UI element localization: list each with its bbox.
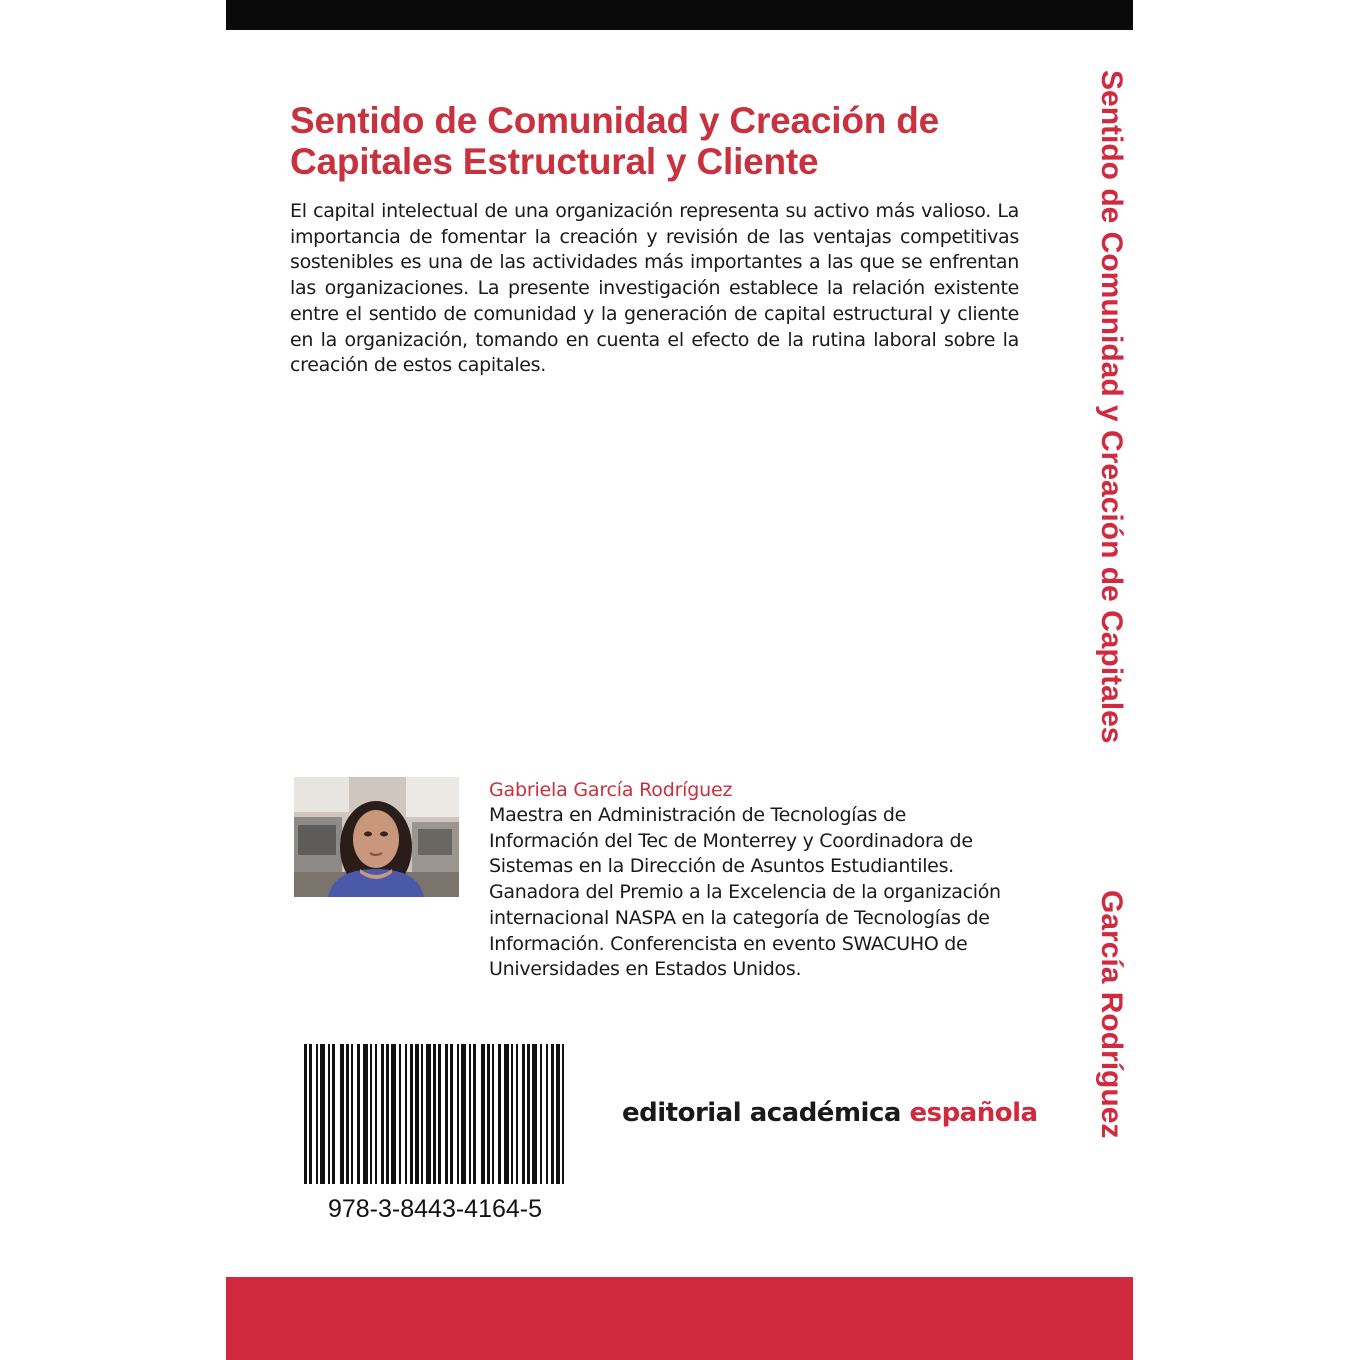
- bottom-red-band: [226, 1277, 1133, 1360]
- publisher-name-accent: española: [909, 1098, 1038, 1128]
- author-photo: [294, 777, 459, 897]
- barcode-bar: [363, 1044, 368, 1184]
- barcode-bar: [498, 1044, 501, 1184]
- book-title: Sentido de Comunidad y Creación de Capitales Estructural y Cliente: [290, 100, 940, 182]
- barcode-bar: [370, 1044, 372, 1184]
- publisher-name-main: editorial académica: [622, 1098, 910, 1128]
- barcode-bar: [461, 1044, 466, 1184]
- barcode-bar: [433, 1044, 436, 1184]
- barcode-bar: [532, 1044, 537, 1184]
- barcode-bar: [511, 1044, 513, 1184]
- barcode-bar: [421, 1044, 423, 1184]
- publisher-logo: [622, 1096, 1038, 1130]
- barcode-bar: [527, 1044, 530, 1184]
- spine-author-fragment: García Rodríguez: [1095, 890, 1128, 1139]
- author-bio: Maestra en Administración de Tecnologías de Información del Tec de Monterrey y Coordinadora de Sistemas en la Dirección de Asuntos Estudiantiles. Ganadora del Premio a la Excelencia de la organización internacional NASPA en la categoría de Tecnologías de Información. Conferencista en evento SWACUHO de Universidades en Estados Unidos.: [489, 804, 1001, 981]
- barcode-bar: [351, 1044, 353, 1184]
- barcode-bar: [562, 1044, 564, 1184]
- barcode-bar: [375, 1044, 377, 1184]
- barcode-bar: [438, 1044, 441, 1184]
- barcode-bar: [415, 1044, 419, 1184]
- book-description: El capital intelectual de una organización representa su activo más valioso. La importancia de fomentar la creación y revisión de las ventajas competitivas sostenibles es una de las actividades más importantes a las que se enfrentan las organizaciones. La presente investigación establece la relación existente entre el sentido de comunidad y la generación de capital estructural y cliente en la organización, tomando en cuenta el efecto de la rutina laboral sobre la creación de estos capitales.: [290, 200, 1019, 377]
- barcode-bar: [540, 1044, 542, 1184]
- isbn-barcode: [302, 1040, 568, 1188]
- barcode-bar: [357, 1044, 360, 1184]
- barcode-bar: [492, 1044, 494, 1184]
- barcode-bar: [346, 1044, 349, 1184]
- barcode-bar: [309, 1044, 312, 1184]
- barcode-bar: [450, 1044, 453, 1184]
- author-name: Gabriela García Rodríguez: [489, 779, 733, 801]
- barcode-bar: [391, 1044, 396, 1184]
- barcode-bar: [457, 1044, 459, 1184]
- barcode-bar: [481, 1044, 485, 1184]
- barcode-bar: [320, 1044, 325, 1184]
- barcode-bar: [304, 1044, 307, 1184]
- barcode-bar: [445, 1044, 448, 1184]
- barcode-bar: [410, 1044, 413, 1184]
- barcode-bar: [516, 1044, 518, 1184]
- barcode-bar: [426, 1044, 431, 1184]
- author-photo-image: [294, 777, 459, 897]
- barcode-bar: [328, 1044, 330, 1184]
- barcode-bar: [469, 1044, 471, 1184]
- barcode-bar: [473, 1044, 476, 1184]
- barcode-bar: [381, 1044, 384, 1184]
- barcode-bar: [551, 1044, 554, 1184]
- spine-title-fragment: Sentido de Comunidad y Creación de Capitales: [1095, 70, 1128, 744]
- barcode-bar: [399, 1044, 401, 1184]
- barcode-bar: [556, 1044, 560, 1184]
- barcode-bar: [340, 1044, 344, 1184]
- barcode-bar: [405, 1044, 407, 1184]
- barcode-bar: [504, 1044, 509, 1184]
- barcode-bar: [316, 1044, 318, 1184]
- book-back-cover: [226, 0, 1133, 1360]
- isbn-number: 978-3-8443-4164-5: [327, 1195, 543, 1223]
- barcode-bar: [386, 1044, 389, 1184]
- barcode-bar: [522, 1044, 525, 1184]
- top-black-bar: [226, 0, 1133, 30]
- barcode-bar: [546, 1044, 548, 1184]
- spine-author-text: [1095, 890, 1133, 1139]
- barcode-bar: [332, 1044, 335, 1184]
- barcode-bar: [487, 1044, 490, 1184]
- spine-title-text: [1095, 70, 1133, 744]
